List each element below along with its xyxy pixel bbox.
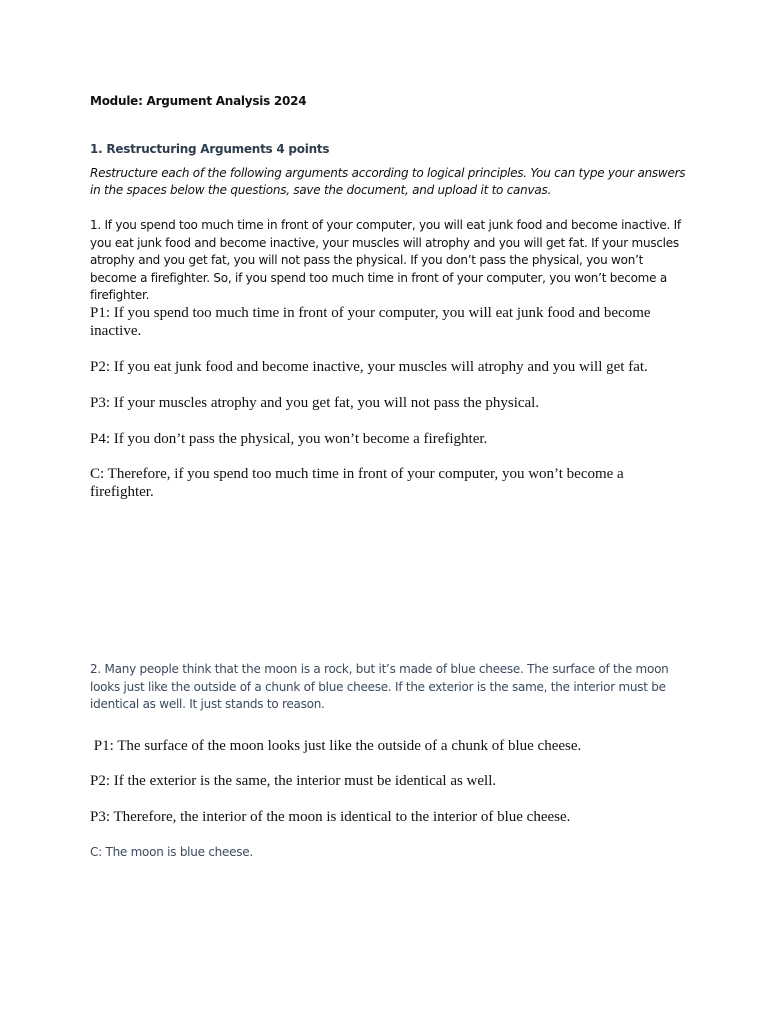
question-2-premise-2: P2: If the exterior is the same, the interior must be identical as well. [90, 773, 497, 789]
question-2-premise-1: P1: The surface of the moon looks just like the outside of a chunk of blue cheese. [90, 738, 582, 754]
question-1-premise-3: P3: If your muscles atrophy and you get fat, you will not pass the physical. [90, 395, 540, 411]
instructions-paragraph: Restructure each of the following arguments according to logical principles. You can type your answers in the spaces below the questions, save the document, and upload it to canvas. [90, 166, 686, 197]
question-2-conclusion: C: The moon is blue cheese. [90, 845, 253, 859]
question-1-premise-4: P4: If you don’t pass the physical, you won’t become a firefighter. [90, 431, 488, 447]
question-2-text: 2. Many people think that the moon is a rock, but it’s made of blue cheese. The surface of the moon looks just like the outside of a chunk of blue cheese. If the exterior is the same, the interior must be identical as well. It just stands to reason. [90, 662, 669, 711]
question-1-premise-2: P2: If you eat junk food and become inactive, your muscles will atrophy and you will get fat. [90, 359, 648, 375]
question-1-text: 1. If you spend too much time in front of your computer, you will eat junk food and become inactive. If you eat junk food and become inactive, your muscles will atrophy and you will get fat. If your muscles atrophy and you get fat, you will not pass the physical. If you don’t pass the physical, you won’t become a firefighter. So, if you spend too much time in front of your computer, you won’t become a firefighter. [90, 218, 681, 302]
question-1-premise-1: P1: If you spend too much time in front of your computer, you will eat junk food and become inactive. [90, 305, 651, 339]
module-title: Module: Argument Analysis 2024 [90, 94, 307, 108]
section-heading: 1. Restructuring Arguments 4 points [90, 142, 330, 156]
question-2-premise-3: P3: Therefore, the interior of the moon is identical to the interior of blue cheese. [90, 809, 571, 825]
question-1-conclusion: C: Therefore, if you spend too much time in front of your computer, you won’t become a firefighter. [90, 466, 624, 500]
